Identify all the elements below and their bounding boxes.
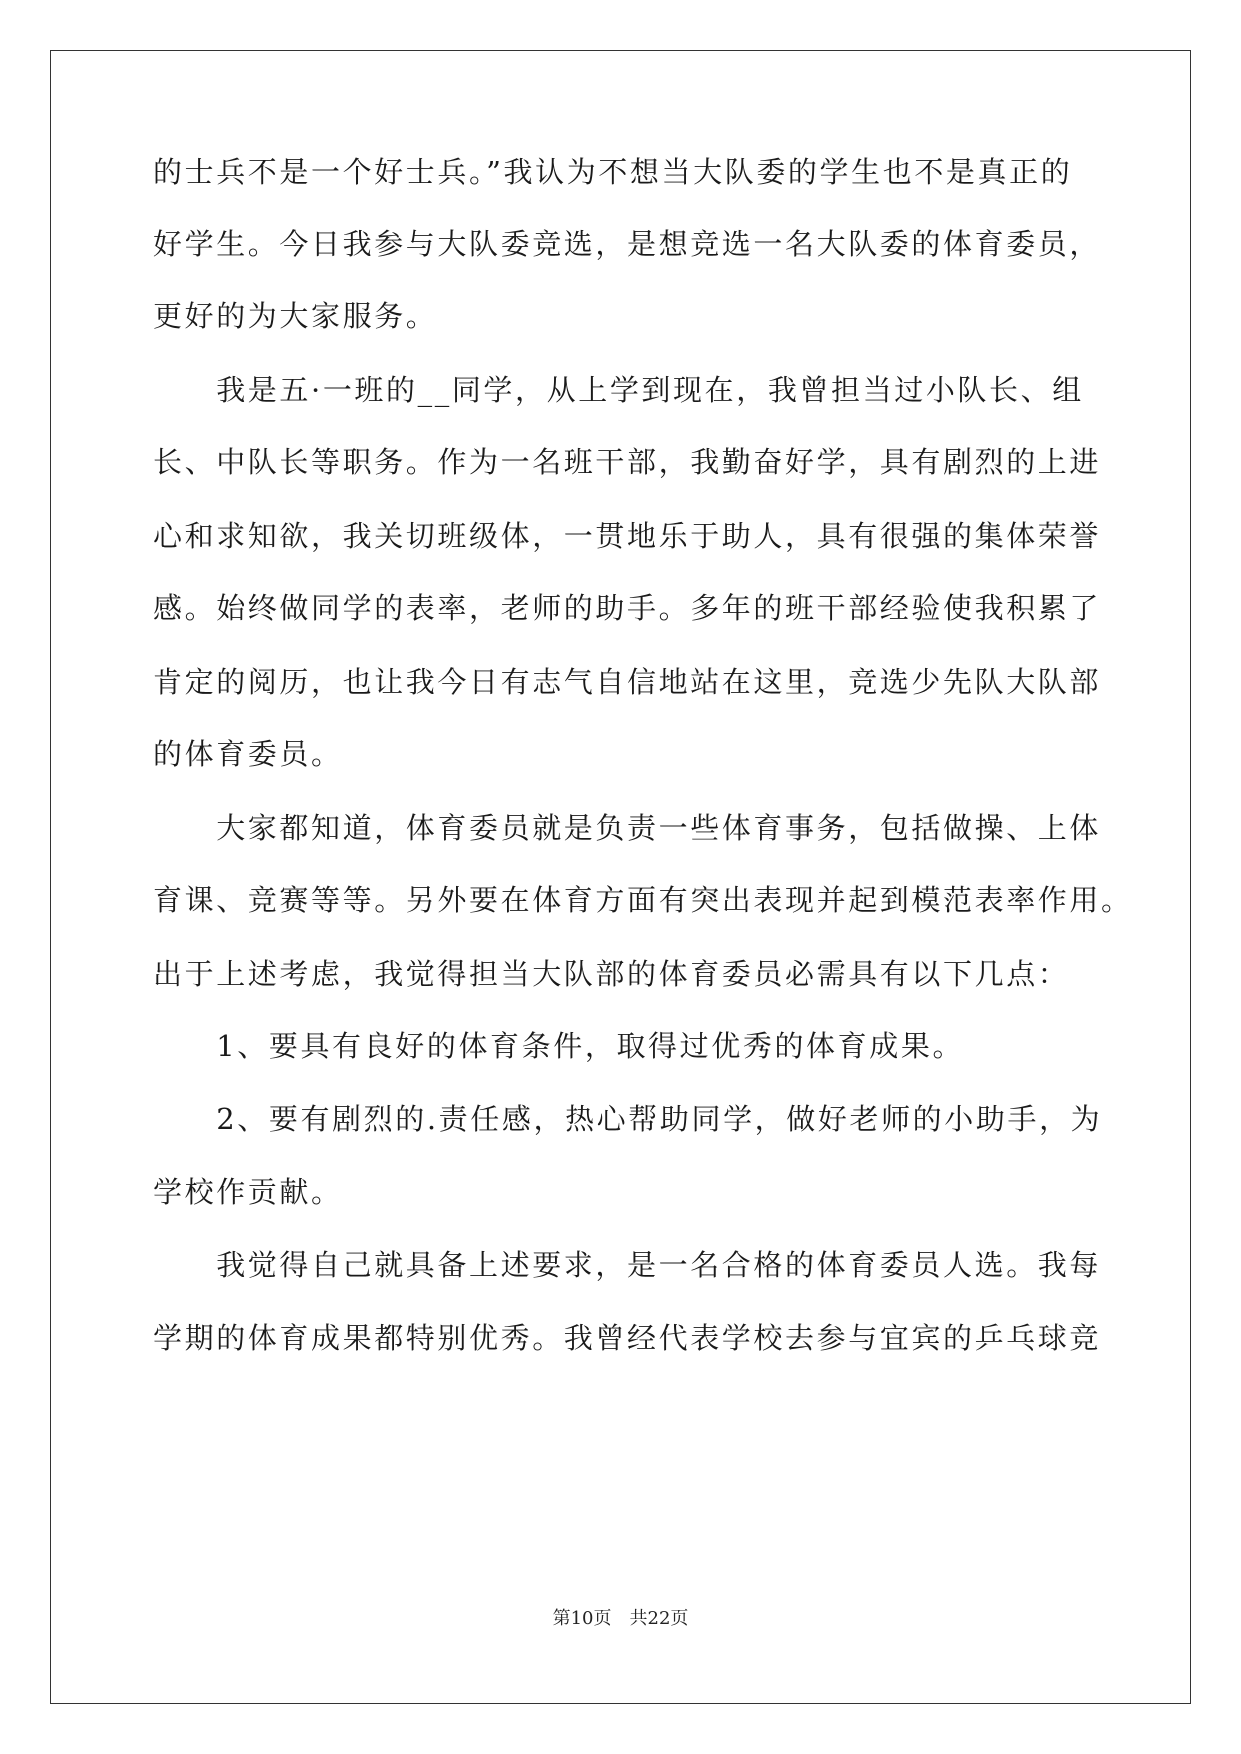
body-text-line-1: 的士兵不是一个好士兵。”我认为不想当大队委的学生也不是真正的 [153,155,1073,189]
body-text-line-13: 1、要具有良好的体育条件，取得过优秀的体育成果。 [153,1029,965,1063]
body-text-line-9: 的体育委员。 [153,737,343,771]
body-text-line-15: 学校作贡献。 [153,1175,343,1209]
body-text-line-5: 长、中队长等职务。作为一名班干部，我勤奋好学，具有剧烈的上进 [153,445,1102,479]
body-text-line-11: 育课、竞赛等等。另外要在体育方面有突出表现并起到模范表率作用。 [153,883,1133,917]
body-text-line-3: 更好的为大家服务。 [153,299,438,333]
body-text-line-14: 2、要有剧烈的.责任感，热心帮助同学，做好老师的小助手，为 [153,1102,1103,1136]
body-text-line-2: 好学生。今日我参与大队委竞选，是想竞选一名大队委的体育委员， [153,227,1102,261]
body-text-line-10: 大家都知道，体育委员就是负责一些体育事务，包括做操、上体 [153,811,1102,845]
body-text-line-4: 我是五·一班的__同学，从上学到现在，我曾担当过小队长、组 [153,373,1084,407]
body-text-line-12: 出于上述考虑，我觉得担当大队部的体育委员必需具有以下几点： [153,957,1070,991]
body-text-line-7: 感。始终做同学的表率，老师的助手。多年的班干部经验使我积累了 [153,591,1102,625]
page-number-footer: 第10页 共22页 [552,1608,689,1629]
body-text-line-6: 心和求知欲，我关切班级体，一贯地乐于助人，具有很强的集体荣誉 [153,519,1102,553]
body-text-line-8: 肯定的阅历，也让我今日有志气自信地站在这里，竞选少先队大队部 [153,665,1102,699]
body-text-line-16: 我觉得自己就具备上述要求，是一名合格的体育委员人选。我每 [153,1248,1102,1282]
body-text-line-17: 学期的体育成果都特别优秀。我曾经代表学校去参与宜宾的乒乓球竞 [153,1321,1102,1355]
